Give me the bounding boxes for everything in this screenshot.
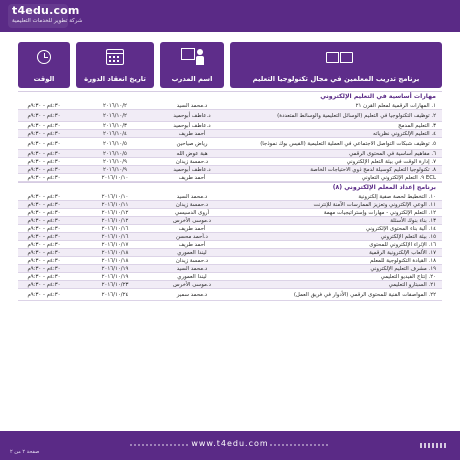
- footer-decoration: [270, 444, 330, 446]
- course-title: ٩. التعلم الإلكتروني التعاوني ECL: [361, 174, 436, 181]
- trainer-name: ليندا العموري: [177, 249, 207, 256]
- trainer-name: د.عاطف أبوحميد: [173, 112, 211, 119]
- course-time: ٤:٣٠م - ٩:٣٠م: [27, 130, 61, 137]
- trainer-name: أحمد طريف: [178, 241, 206, 248]
- course-title: ١٢. التعلم الإلكتروني - مهارات وإستراتيجيات مهمة: [323, 209, 436, 216]
- table-row: [18, 138, 442, 150]
- section-title: برنامج إعداد المعلم الإلكتروني (٨): [332, 184, 436, 191]
- page-number: صفحة ٢ من ٢: [10, 449, 40, 455]
- calendar-icon: [104, 47, 126, 67]
- trainer-name: د.أحمد محسن: [176, 233, 208, 240]
- header-trainer: [160, 42, 224, 88]
- course-time: ٤:٣٠م - ٩:٣٠م: [27, 201, 61, 208]
- course-title: ١. المهارات الرقمية لمعلم القرن ٢١: [355, 102, 436, 109]
- course-title: ٢٢. المواصفات الفنية للمحتوى الرقمي (الأدوار في فريق العمل): [293, 291, 436, 298]
- course-title: ٦. مفاهيم أساسية في المحتوى الرقمي: [349, 150, 436, 157]
- course-title: ٢٠. إنتاج الفيديو التعليمي: [380, 273, 436, 280]
- footer-url[interactable]: www.t4edu.com: [191, 439, 269, 448]
- course-date: ٢٠١٦/١٠/١٦: [101, 233, 129, 240]
- course-title: ٥. توظيف شبكات التواصل الاجتماعي في العملية التعليمية (الفيس بوك نموذجا): [260, 140, 436, 147]
- course-date: ٢٠١٦/١٠/١٩: [101, 265, 129, 272]
- trainer-name: أروى الدسيسي: [174, 209, 210, 216]
- course-time: ٤:٣٠م - ٩:٣٠م: [27, 225, 61, 232]
- course-date: ٢٠١٦/١٠/٢: [103, 112, 127, 119]
- course-time: ٤:٣٠م - ٩:٣٠م: [27, 158, 61, 165]
- table-row: [18, 241, 442, 249]
- course-time: ٤:٣٠م - ٩:٣٠م: [27, 174, 61, 181]
- course-time: ٤:٣٠م - ٩:٣٠م: [27, 122, 61, 129]
- course-title: ٢١. السبتارو التعليمي: [388, 281, 436, 288]
- trainer-name: أحمد طريف: [178, 225, 206, 232]
- table-row: [18, 257, 442, 265]
- clock-icon: [33, 47, 55, 67]
- table-row: [18, 193, 442, 201]
- top-bar: [0, 0, 460, 32]
- course-time: ٤:٣٠م - ٩:٣٠م: [27, 291, 61, 298]
- trainer-name: د.موسى الأخرس: [173, 217, 211, 224]
- course-date: ٢٠١٦/١٠/١٨: [101, 249, 129, 256]
- course-time: ٤:٣٠م - ٩:٣٠م: [27, 112, 61, 119]
- table-row: [18, 174, 442, 182]
- trainer-name: د.محمد السيد: [176, 265, 208, 272]
- course-date: ٢٠١٦/١٠/١٢: [101, 217, 129, 224]
- trainer-icon: [181, 47, 203, 67]
- course-time: ٤:٣٠م - ٩:٣٠م: [27, 217, 61, 224]
- trainer-name: هبة عوض الله: [176, 150, 208, 157]
- table-row: [18, 102, 442, 110]
- trainer-name: د.عاطف أبوحميد: [173, 166, 211, 173]
- table-row: [18, 110, 442, 122]
- course-date: ٢٠١٦/١٠/١٦: [101, 225, 129, 232]
- course-date: ٢٠١٦/١٠/١١: [101, 201, 129, 208]
- course-date: ٢٠١٦/١٠/١٢: [101, 209, 129, 216]
- table-row: [18, 122, 442, 130]
- section-header: [18, 91, 442, 101]
- table-row: [18, 273, 442, 281]
- schedule-table: [18, 91, 442, 301]
- course-title: ١٨. القيادة التكنولوجية للمعلم: [370, 257, 436, 264]
- trainer-name: د.محمد السيد: [176, 193, 208, 200]
- course-title: ١٩. مشرف التعليم الإلكتروني: [370, 265, 436, 272]
- table-row: [18, 209, 442, 217]
- section-header: [18, 182, 442, 192]
- table-row: [18, 130, 442, 138]
- section-title: مهارات أساسية في التعليم الإلكتروني: [320, 93, 436, 100]
- table-row: [18, 233, 442, 241]
- header-time: [18, 42, 70, 88]
- trainer-name: د.محمد السيد: [176, 102, 208, 109]
- table-row: [18, 225, 442, 233]
- course-time: ٤:٣٠م - ٩:٣٠م: [27, 241, 61, 248]
- trainer-name: أحمد طريف: [178, 130, 206, 137]
- course-date: ٢٠١٦/١٠/٢٣: [101, 281, 129, 288]
- course-time: ٤:٣٠م - ٩:٣٠م: [27, 273, 61, 280]
- course-title: ٤. التعليم الإلكتروني نظرياته: [373, 130, 436, 137]
- course-title: ١٠. التخطيط لحصة صفية إلكترونية: [358, 193, 436, 200]
- trainer-name: د.عاطف أبوحميد: [173, 122, 211, 129]
- trainer-name: د.حمسة زيدان: [175, 257, 209, 264]
- course-date: ٢٠١٦/١٠/٩: [103, 166, 127, 173]
- course-title: ١٣. بناء بنوك الأسئلة: [390, 217, 436, 224]
- course-time: ٤:٣٠م - ٩:٣٠م: [27, 150, 61, 157]
- course-time: ٤:٣٠م - ٩:٣٠م: [27, 209, 61, 216]
- trainer-name: رياض صياحين: [176, 140, 208, 147]
- course-date: ٢٠١٦/١٠/١٩: [101, 273, 129, 280]
- table-row: [18, 158, 442, 166]
- course-date: ٢٠١٦/١٠/١٧: [101, 241, 129, 248]
- course-date: ٢٠١٦/١٠/٢٤: [101, 291, 129, 298]
- trainer-name: أحمد طريف: [178, 174, 206, 181]
- course-time: ٤:٣٠م - ٩:٣٠م: [27, 140, 61, 147]
- header-date-label: تاريخ انعقاد الدورة: [84, 75, 146, 83]
- trainer-name: ليندا العموري: [177, 273, 207, 280]
- header-date: [76, 42, 154, 88]
- course-title: ٣. التعليم المدمج: [398, 122, 436, 129]
- table-row: [18, 289, 442, 301]
- course-time: ٤:٣٠م - ٩:٣٠م: [27, 265, 61, 272]
- course-date: ٢٠١٦/١٠/٥: [103, 150, 127, 157]
- course-date: ٢٠١٦/١٠/٤: [103, 130, 127, 137]
- table-row: [18, 217, 442, 225]
- footer-bar: [0, 431, 460, 460]
- trainer-name: د.محمد سمير: [176, 291, 208, 298]
- course-date: ٢٠١٦/١٠/٩: [103, 158, 127, 165]
- table-row: [18, 265, 442, 273]
- course-title: ١٧. الألعاب الإلكترونية الرقمية: [369, 249, 436, 256]
- course-date: ٢٠١٦/١٠/٣: [103, 122, 127, 129]
- header-trainer-label: اسم المدرب: [171, 75, 213, 83]
- course-title: ٧. إدارة الوقت في بيئة التعلم الإلكتروني: [346, 158, 436, 165]
- course-time: ٤:٣٠م - ٩:٣٠م: [27, 193, 61, 200]
- table-row: [18, 150, 442, 158]
- course-title: ١٤. آلية بناء المحتوى الإلكتروني: [365, 225, 436, 232]
- open-book-icon: [325, 47, 347, 67]
- table-row: [18, 281, 442, 289]
- header-program-label: برنامج تدريب المعلمين في مجال تكنولوجيا التعليم: [252, 75, 420, 83]
- course-title: ١١. الوعي الإلكتروني وتعزيز الممارسات الآمنة للإنترنت: [313, 201, 436, 208]
- course-date: ٢٠١٦/١٠/١٠: [101, 193, 129, 200]
- course-time: ٤:٣٠م - ٩:٣٠م: [27, 281, 61, 288]
- course-time: ٤:٣٠م - ٩:٣٠م: [27, 166, 61, 173]
- course-title: ١٦. الإثراء الإلكتروني للمحتوى: [369, 241, 436, 248]
- header-time-label: الوقت: [33, 75, 55, 83]
- header-program: [230, 42, 442, 88]
- course-date: ٢٠١٦/١٠/١٨: [101, 257, 129, 264]
- footer-dots: [420, 443, 448, 448]
- logo-text: t4edu.com: [12, 4, 80, 17]
- table-row: [18, 249, 442, 257]
- course-time: ٤:٣٠م - ٩:٣٠م: [27, 257, 61, 264]
- course-date: ٢٠١٦/١٠/١٠: [101, 174, 129, 181]
- trainer-name: د.موسى الأخرس: [173, 281, 211, 288]
- course-time: ٤:٣٠م - ٩:٣٠م: [27, 102, 61, 109]
- course-time: ٤:٣٠م - ٩:٣٠م: [27, 249, 61, 256]
- table-header: [18, 42, 442, 88]
- trainer-name: د.حمسة زيدان: [175, 158, 209, 165]
- table-row: [18, 201, 442, 209]
- course-date: ٢٠١٦/١٠/٥: [103, 140, 127, 147]
- course-title: ٨. تكنولوجيا التعليم كوسيلة لدمج ذوي الاحتياجات الخاصة: [310, 166, 436, 173]
- course-title: ١٥. بيئة التعلم الإلكتروني: [380, 233, 436, 240]
- course-title: ٢. توظيف التكنولوجيا في التعليم (الوسائل التعليمية والوسائط المتعددة): [277, 112, 436, 119]
- trainer-name: د.حمسة زيدان: [175, 201, 209, 208]
- logo-subtitle: شركة تطوير للخدمات التعليمية: [12, 18, 83, 24]
- course-time: ٤:٣٠م - ٩:٣٠م: [27, 233, 61, 240]
- table-row: [18, 166, 442, 174]
- course-date: ٢٠١٦/١٠/٢: [103, 102, 127, 109]
